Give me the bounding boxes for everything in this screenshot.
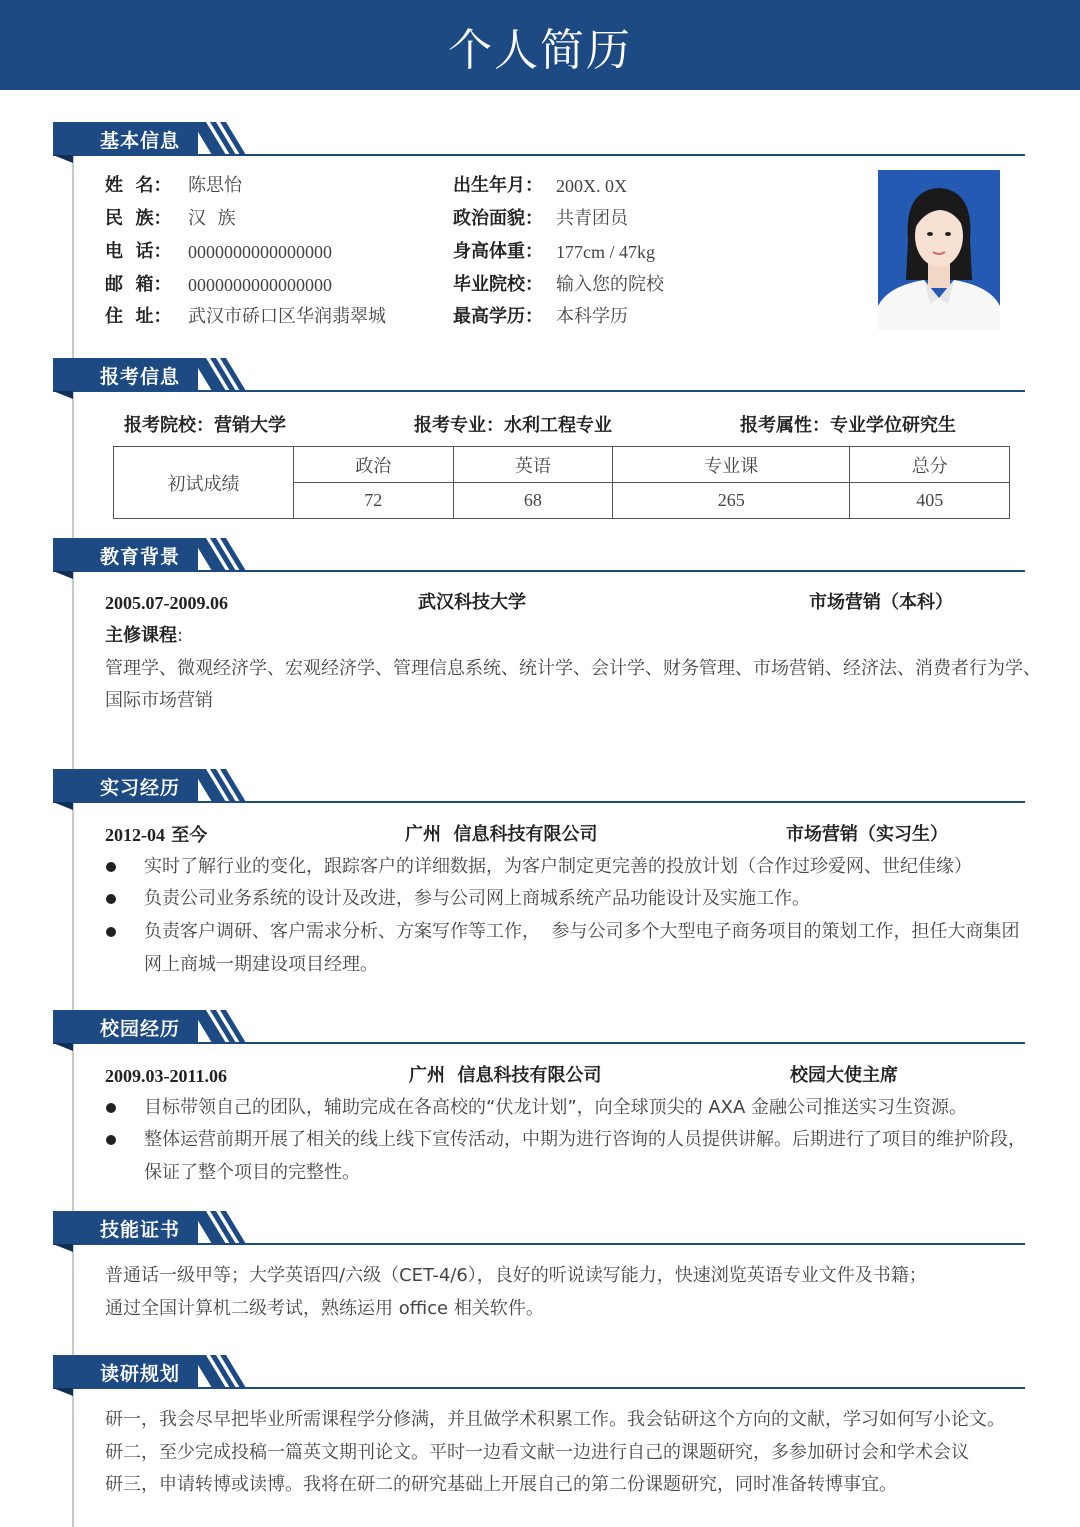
intern-bullet: 负责公司业务系统的设计及改进，参与公司网上商城系统产品功能设计及实施工作。 [144,888,810,909]
skills-line: 通过全国计算机二级考试，熟练运用 office 相关软件。 [105,1298,544,1319]
field-address: 住 址： [105,306,172,327]
field-politics: 政治面貌： [453,208,543,229]
section-header-skills [53,1211,1025,1249]
campus-bullet: 整体运营前期开展了相关的线上线下宣传活动，中期为进行咨询的人员提供讲解。后期进行了项目的维护阶段， [144,1129,1026,1150]
plan-line: 研一，我会尽早把毕业所需课程学分修满，并且做学术积累工作。我会钻研这个方向的文献，学习如何写小论文。 [105,1409,1005,1430]
edu-date: 2005.07-2009.06 [105,593,228,613]
bullet-icon [106,927,116,937]
section-title: 报考信息 [100,366,181,388]
edu-major: 市场营销（本科） [809,592,953,613]
page-title: 个人简历 [448,25,632,76]
stripe-decoration-icon [192,1010,248,1044]
stripe-decoration-icon [192,1355,248,1389]
edu-courses-line: 管理学、微观经济学、宏观经济学、管理信息系统、统计学、会计学、财务管理、市场营销、经济法、消费者行为学、 [105,658,1041,679]
campus-company: 广州 信息科技有限公司 [409,1065,602,1086]
plan-line: 研二，至少完成投稿一篇英文期刊论文。平时一边看文献一边进行自己的课题研究，多参加研讨会和学术会议 [105,1442,969,1463]
edu-school: 武汉科技大学 [418,592,526,613]
intern-date: 2012-04 至今 [105,825,208,846]
section-title: 技能证书 [100,1219,181,1241]
exam-type: 报考属性：专业学位研究生 [740,415,956,436]
intern-bullet: 实时了解行业的变化，跟踪客户的详细数据，为客户制定更完善的投放计划（合作过珍爱网、世纪佳缘） [144,856,972,877]
field-email-value: 0000000000000000 [188,275,332,295]
field-height-weight-value: 177cm / 47kg [556,242,655,262]
field-name-value: 陈思怡 [188,175,242,196]
section-header-campus [53,1010,1025,1048]
field-graduate-school: 毕业院校： [453,274,543,295]
campus-role: 校园大使主席 [790,1065,898,1086]
field-degree: 最高学历： [453,306,543,327]
field-birth: 出生年月： [453,175,543,196]
field-ethnicity: 民 族： [105,208,172,229]
score-value: 68 [453,483,613,519]
field-phone-value: 0000000000000000 [188,242,332,262]
stripe-decoration-icon [192,769,248,803]
score-value: 265 [613,483,850,519]
section-header-education [53,538,1025,576]
intern-role: 市场营销（实习生） [786,824,948,845]
section-header-internship [53,769,1025,807]
section-header-basic [53,122,1025,160]
field-name: 姓 名： [105,175,172,196]
field-graduate-school-value: 输入您的院校 [556,274,664,295]
score-header: 总分 [850,447,1010,483]
exam-major: 报考专业：水利工程专业 [414,415,612,436]
score-table [113,446,1010,519]
intern-company: 广州 信息科技有限公司 [405,824,598,845]
section-title: 基本信息 [100,130,181,152]
edu-courses-label: 主修课程: [105,625,184,646]
campus-bullet-cont: 保证了整个项目的完整性。 [144,1162,360,1183]
bullet-icon [106,862,116,872]
section-title: 校园经历 [100,1018,181,1040]
bullet-icon [106,894,116,904]
field-address-value: 武汉市硚口区华润翡翠城 [188,306,386,327]
score-value: 405 [850,483,1010,519]
section-title: 教育背景 [100,546,181,568]
field-email: 邮 箱： [105,274,172,295]
field-politics-value: 共青团员 [556,208,628,229]
campus-bullet: 目标带领自己的团队，辅助完成在各高校的“伏龙计划”，向全球顶尖的 AXA 金融公司推送实习生资源。 [144,1097,968,1118]
stripe-decoration-icon [192,358,248,392]
exam-school: 报考院校：营销大学 [124,415,286,436]
profile-photo [878,170,1000,330]
score-value: 72 [294,483,454,519]
section-title: 实习经历 [100,777,181,799]
field-degree-value: 本科学历 [556,306,628,327]
bullet-icon [106,1135,116,1145]
section-header-exam [53,358,1025,396]
section-header-plan [53,1355,1025,1393]
field-height-weight: 身高体重： [453,241,543,262]
field-phone: 电 话： [105,241,172,262]
score-header: 英语 [453,447,613,483]
score-header: 专业课 [613,447,850,483]
field-birth-value: 200X. 0X [556,176,627,196]
section-title: 读研规划 [100,1363,181,1385]
score-header: 政治 [294,447,454,483]
score-row-label: 初试成绩 [114,447,294,519]
intern-bullet: 负责客户调研、客户需求分析、方案写作等工作， 参与公司多个大型电子商务项目的策划工作，担任大商集团 [144,921,1020,942]
bullet-icon [106,1103,116,1113]
stripe-decoration-icon [192,1211,248,1245]
stripe-decoration-icon [192,122,248,156]
intern-bullet-cont: 网上商城一期建设项目经理。 [144,954,378,975]
skills-line: 普通话一级甲等；大学英语四/六级（CET-4/6），良好的听说读写能力，快速浏览英语专业文件及书籍； [105,1265,927,1286]
header-bar [0,0,1080,90]
campus-date: 2009.03-2011.06 [105,1066,228,1086]
edu-courses-line: 国际市场营销 [105,690,213,711]
field-ethnicity-value: 汉 族 [188,208,236,229]
stripe-decoration-icon [192,538,248,572]
plan-line: 研三，申请转博或读博。我将在研二的研究基础上开展自己的第二份课题研究，同时准备转博事宜。 [105,1474,897,1495]
